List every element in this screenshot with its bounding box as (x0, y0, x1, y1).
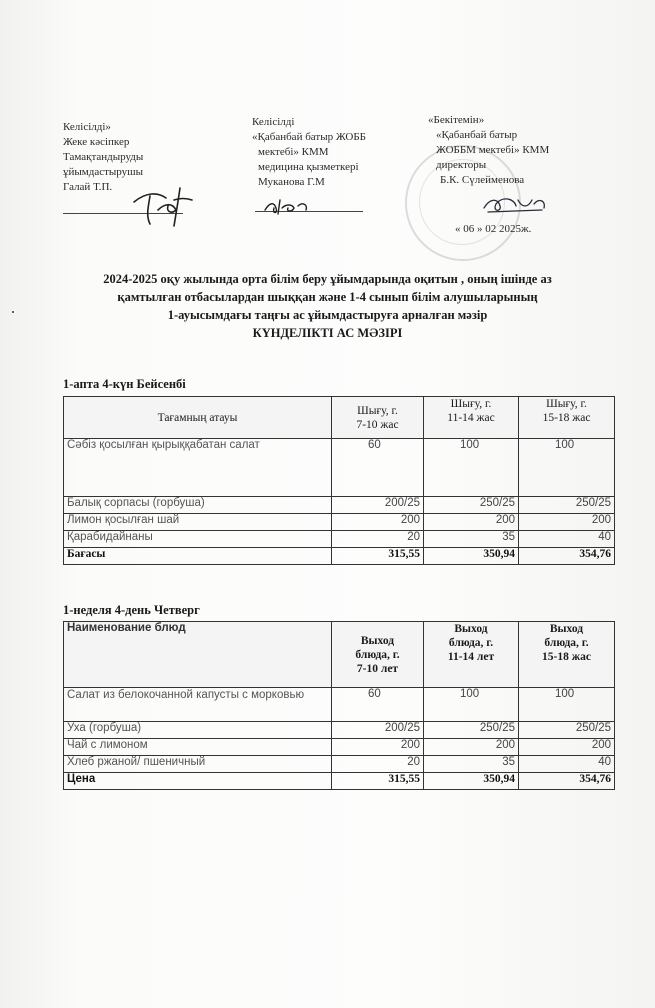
yield-15-18: 40 (519, 531, 615, 548)
yield-15-18: 250/25 (519, 497, 615, 514)
signature-left (128, 180, 198, 230)
yield-11-14: 100 (424, 439, 519, 497)
dish-name: Қарабидайнаны (64, 531, 332, 548)
column-header-7-10 (332, 622, 424, 688)
total-label: Цена (64, 773, 332, 790)
approval-line: «Қабанбай батыр ЖОББ (252, 131, 367, 143)
yield-15-18: 100 (519, 439, 615, 497)
approval-line: «Бекітемін» (428, 114, 485, 126)
title-line: 1-ауысымдағы таңғы ас ұйымдастыруға арналған мәзір (167, 308, 488, 322)
approval-line: ЖОББМ мектебі» КММ (436, 144, 550, 156)
price-7-10: 315,55 (332, 773, 424, 790)
price-11-14: 350,94 (424, 548, 519, 565)
column-header-11-14 (424, 397, 519, 439)
approval-line: Тамақтандыруды (63, 151, 144, 163)
header-line: блюда, г. (544, 637, 589, 649)
yield-7-10: 200 (332, 514, 424, 531)
column-header-7-10 (332, 397, 424, 439)
approval-line: мектебі» КММ (258, 146, 329, 158)
yield-11-14: 250/25 (424, 722, 519, 739)
yield-15-18: 200 (519, 739, 615, 756)
table-row (64, 497, 615, 514)
total-label: Бағасы (64, 548, 332, 565)
header-line: 11-14 лет (447, 651, 495, 663)
header-line: 7-10 жас (356, 418, 399, 431)
signature-right (480, 192, 550, 218)
header-line: 11-14 жас (447, 412, 495, 424)
document-title (0, 270, 655, 342)
approval-line: Жеке кәсіпкер (63, 136, 130, 148)
header-line: 7-10 лет (356, 662, 399, 675)
approval-line: Б.К. Сүлейменова (440, 174, 525, 186)
table-row (64, 531, 615, 548)
title-line: КҮНДЕЛІКТІ АС МӘЗІРІ (252, 326, 403, 340)
table-header-row (64, 622, 615, 688)
approval-line: Муканова Г.М (258, 176, 325, 188)
yield-11-14: 200 (424, 739, 519, 756)
table-row (64, 756, 615, 773)
approval-line: директоры (436, 159, 487, 171)
yield-7-10: 200 (332, 739, 424, 756)
approval-line: ұйымдастырушы (63, 166, 144, 178)
table-row (64, 439, 615, 497)
table-row (64, 688, 615, 722)
yield-15-18: 100 (519, 688, 615, 722)
table-row (64, 722, 615, 739)
header-line: Шығу, г. (357, 404, 398, 417)
approval-line: медицина қызметкері (258, 161, 359, 173)
price-7-10: 315,55 (332, 548, 424, 565)
header-line: блюда, г. (448, 637, 494, 649)
table-row-total (64, 548, 615, 565)
yield-11-14: 200 (424, 514, 519, 531)
yield-15-18: 40 (519, 756, 615, 773)
approval-date: « 06 » 02 2025ж. (455, 223, 532, 235)
title-line: 2024-2025 оқу жылында орта білім беру ұйымдарында оқитын , оның ішінде аз (103, 272, 552, 286)
column-header-name: Наименование блюд (64, 622, 332, 688)
yield-7-10: 60 (332, 688, 424, 722)
header-line: 15-18 жас (542, 651, 591, 663)
price-15-18: 354,76 (519, 773, 615, 790)
day-label-ru: 1-неделя 4-день Четверг (63, 603, 200, 617)
yield-11-14: 35 (424, 531, 519, 548)
yield-15-18: 250/25 (519, 722, 615, 739)
column-header-15-18 (519, 397, 615, 439)
yield-15-18: 200 (519, 514, 615, 531)
dish-name: Лимон қосылған шай (64, 514, 332, 531)
yield-11-14: 35 (424, 756, 519, 773)
header-line: Выход (360, 634, 395, 647)
header-line: блюда, г. (355, 648, 400, 661)
header-line: Выход (454, 623, 488, 635)
table-row (64, 739, 615, 756)
dish-name: Сәбіз қосылған қырыққабатан салат (64, 439, 332, 497)
approval-block-center (252, 115, 366, 190)
yield-7-10: 60 (332, 439, 424, 497)
yield-7-10: 20 (332, 531, 424, 548)
approval-line: «Қабанбай батыр (436, 129, 518, 141)
header-line: Выход (549, 623, 584, 635)
yield-7-10: 20 (332, 756, 424, 773)
header-line: Шығу, г. (546, 398, 587, 410)
yield-7-10: 200/25 (332, 497, 424, 514)
approval-line: Келісілді (252, 116, 295, 128)
menu-table-ru (63, 621, 615, 790)
signature-center (262, 196, 312, 218)
dish-name: Чай с лимоном (64, 739, 332, 756)
approval-line: Галай Т.П. (63, 181, 113, 193)
column-header-15-18 (519, 622, 615, 688)
table-header-row (64, 397, 615, 439)
dish-name: Уха (горбуша) (64, 722, 332, 739)
header-line: Шығу, г. (450, 398, 492, 410)
dish-name: Хлеб ржаной/ пшеничный (64, 756, 332, 773)
yield-11-14: 100 (424, 688, 519, 722)
yield-11-14: 250/25 (424, 497, 519, 514)
column-header-11-14 (424, 622, 519, 688)
title-line: қамтылған отбасылардан шыққан және 1-4 сынып білім алушыларының (117, 290, 538, 304)
dish-name: Салат из белокочанной капусты с морковью (64, 688, 332, 722)
menu-table-kz (63, 396, 615, 565)
approval-block-right (428, 113, 549, 188)
approval-line: Келісілді» (63, 121, 111, 133)
price-15-18: 354,76 (519, 548, 615, 565)
price-11-14: 350,94 (424, 773, 519, 790)
yield-7-10: 200/25 (332, 722, 424, 739)
table-row-total (64, 773, 615, 790)
column-header-name: Тағамның атауы (64, 397, 332, 439)
dish-name: Балық сорпасы (горбуша) (64, 497, 332, 514)
day-label-kz: 1-апта 4-күн Бейсенбі (63, 377, 186, 391)
table-row (64, 514, 615, 531)
header-line: 15-18 жас (542, 412, 591, 424)
